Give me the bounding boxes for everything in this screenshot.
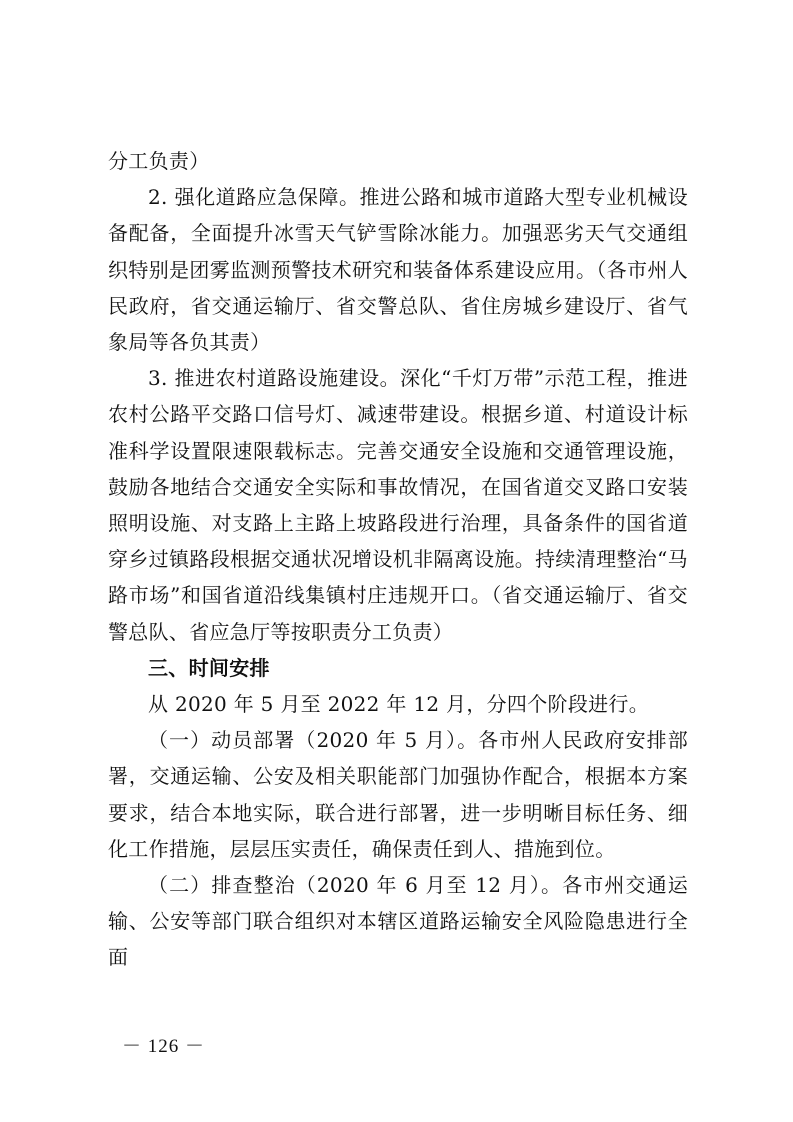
paragraph-road-emergency: 2. 强化道路应急保障。推进公路和城市道路大型专业机械设备配备，全面提升冰雪天气铲雪除冰能力。加强恶劣天气交通组织特别是团雾监测预警技术研究和装备体系建设应用。（各市州人民政府，省交通运输厅、省交警总队、省住房城乡建设厅、省气象局等各负其责）	[108, 185, 688, 355]
paragraph-stage-one: （一）动员部署（2020 年 5 月）。各市州人民政府安排部署，交通运输、公安及相关职能部门加强协作配合，根据本方案要求，结合本地实际，联合进行部署，进一步明晰目标任务、细化工作措施，层层压实责任，确保责任到人、措施到位。	[108, 728, 688, 861]
body-text	[108, 143, 688, 976]
paragraph-schedule-intro: 从 2020 年 5 月至 2022 年 12 月，分四个阶段进行。	[148, 692, 650, 717]
section-heading-schedule: 三、时间安排	[148, 655, 270, 680]
paragraph-rural-roads: 3. 推进农村道路设施建设。深化“千灯万带”示范工程，推进农村公路平交路口信号灯、减速带建设。根据乡道、村道设计标准科学设置限速限载标志。完善交通安全设施和交通管理设施，鼓励各地结合交通安全实际和事故情况，在国省道交叉路口安装照明设施、对支路上主路上坡路段进行治理，具备条件的国省道穿乡过镇路段根据交通状况增设机非隔离设施。持续清理整治“马路市场”和国省道沿线集镇村庄违规开口。（省交通运输厅、省交警总队、省应急厅等按职责分工负责）	[108, 366, 688, 644]
paragraph-stage-two: （二）排查整治（2020 年 6 月至 12 月）。各市州交通运输、公安等部门联合组织对本辖区道路运输安全风险隐患进行全面	[108, 873, 688, 970]
paragraph-continuation: 分工负责）	[108, 149, 210, 173]
page-number: － 126 －	[122, 1036, 206, 1057]
